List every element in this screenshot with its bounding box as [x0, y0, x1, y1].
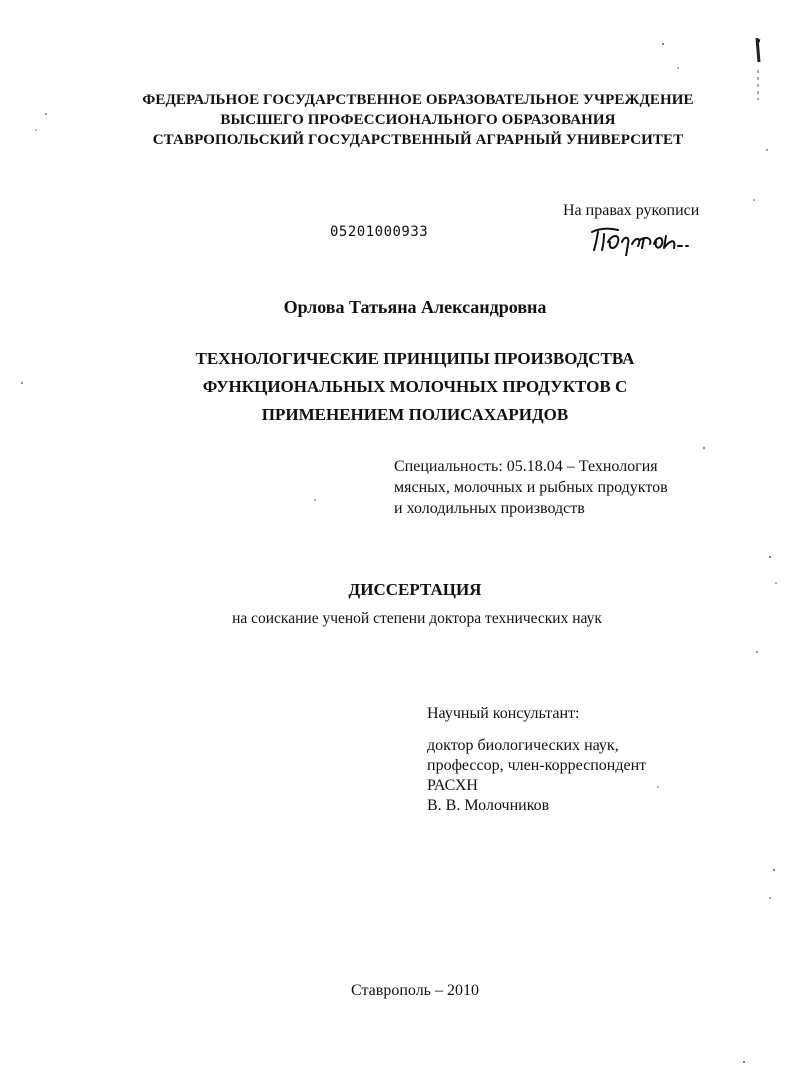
header-line-3: СТАВРОПОЛЬСКИЙ ГОСУДАРСТВЕННЫЙ АГРАРНЫЙ УНИВЕРСИТЕТ — [152, 132, 684, 148]
header-line-1: ФЕДЕРАЛЬНОЕ ГОСУДАРСТВЕННОЕ ОБРАЗОВАТЕЛЬНОЕ УЧРЕЖДЕНИЕ — [142, 92, 694, 108]
specialty-line-3: и холодильных производств — [394, 500, 585, 517]
city-year: Ставрополь – 2010 — [351, 982, 479, 999]
title-line-2: ФУНКЦИОНАЛЬНЫХ МОЛОЧНЫХ ПРОДУКТОВ С — [202, 377, 628, 396]
specialty-line-2: мясных, молочных и рыбных продуктов — [394, 479, 668, 496]
header-line-2: ВЫСШЕГО ПРОФЕССИОНАЛЬНОГО ОБРАЗОВАНИЯ — [220, 112, 616, 128]
title-line-3: ПРИМЕНЕНИЕМ ПОЛИСАХАРИДОВ — [261, 405, 569, 424]
author-name: Орлова Татьяна Александровна — [283, 297, 547, 317]
title-line-1: ТЕХНОЛОГИЧЕСКИЕ ПРИНЦИПЫ ПРОИЗВОДСТВА — [195, 349, 635, 368]
document-type: ДИССЕРТАЦИЯ — [348, 580, 482, 599]
consultant-line-1: доктор биологических наук, — [427, 737, 619, 754]
consultant-line-4: В. В. Молочников — [427, 797, 550, 814]
consultant-line-2: профессор, член-корреспондент — [427, 757, 647, 774]
registration-number: 05201000933 — [330, 224, 429, 240]
consultant-label: Научный консультант: — [427, 705, 580, 722]
degree-line: на соискание ученой степени доктора технических наук — [232, 610, 602, 627]
rights-note: На правах рукописи — [563, 202, 700, 219]
consultant-line-3: РАСХН — [427, 777, 478, 794]
specialty-line-1: Специальность: 05.18.04 – Технология — [394, 458, 658, 475]
